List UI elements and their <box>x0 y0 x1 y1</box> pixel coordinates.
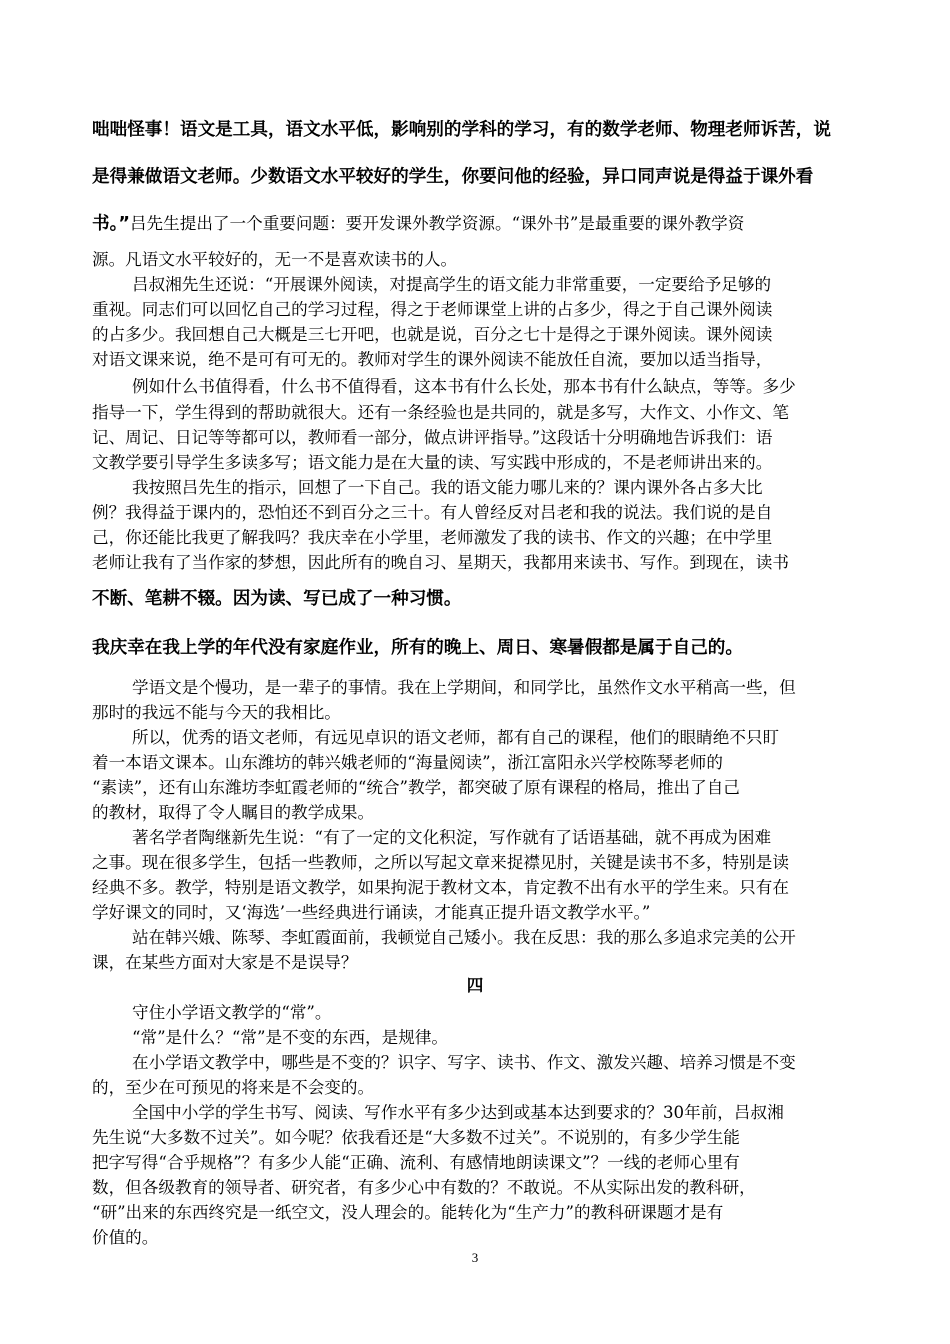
text-line: 重视。同志们可以回忆自己的学习过程，得之于老师课堂上讲的占多少，得之于自己课外阅读 <box>92 300 773 319</box>
text-line: 源。凡语文水平较好的，无一不是喜欢读书的人。 <box>92 250 458 269</box>
text-line: 我庆幸在我上学的年代没有家庭作业，所有的晚上、周日、寒暑假都是属于自己的。 <box>92 638 743 658</box>
text-line: 学语文是个慢功，是一辈子的事情。我在上学期间，和同学比，虽然作文水平稍高一些，但 <box>132 678 796 697</box>
text-line: 站在韩兴娥、陈琴、李虹霞面前，我顿觉自己矮小。我在反思：我的那么多追求完美的公开 <box>132 928 796 947</box>
text-line: 指导一下，学生得到的帮助就很大。还有一条经验也是共同的，就是多写，大作文、小作文、笔 <box>92 403 789 422</box>
text-line: 守住小学语文教学的“常”。 <box>132 1003 332 1022</box>
text-line: 我按照吕先生的指示，回想了一下自己。我的语文能力哪儿来的？课内课外各占多大比 <box>132 478 763 497</box>
text-line: 着一本语文课本。山东潍坊的韩兴娥老师的“海量阅读”，浙江富阳永兴学校陈琴老师的 <box>92 753 723 772</box>
text-line-bold-part: 书。” <box>92 214 130 234</box>
text-line: 经典不多。教学，特别是语文教学，如果拘泥于教材文本，肯定教不出有水平的学生来。只有在 <box>92 878 789 897</box>
text-line: 己，你还能比我更了解我吗？我庆幸在小学里，老师激发了我的读书、作文的兴趣；在中学里 <box>92 528 773 547</box>
text-line: 咄咄怪事！语文是工具，语文水平低，影响别的学科的学习，有的数学老师、物理老师诉苦，说 <box>92 120 831 140</box>
text-line: 那时的我远不能与今天的我相比。 <box>92 703 341 722</box>
text-line: 是得兼做语文老师。少数语文水平较好的学生，你要问他的经验，异口同声说是得益于课外看 <box>92 167 814 187</box>
text-line: 老师让我有了当作家的梦想，因此所有的晚自习、星期天，我都用来读书、写作。到现在，读书 <box>92 553 789 572</box>
text-line: 先生说“大多数不过关”。如今呢？依我看还是“大多数不过关”。不说别的，有多少学生能 <box>92 1128 740 1147</box>
text-line: 例？我得益于课内的，恐怕还不到百分之三十。有人曾经反对吕老和我的说法。我们说的是自 <box>92 503 773 522</box>
text-line: “研”出来的东西终究是一纸空文，没人理会的。能转化为“生产力”的教科研课题才是有 <box>92 1203 724 1222</box>
text-line <box>92 210 858 235</box>
text-line: 在小学语文教学中，哪些是不变的？识字、写字、读书、作文、激发兴趣、培养习惯是不变 <box>132 1053 796 1072</box>
text-line: 价值的。 <box>92 1228 159 1247</box>
page-number: 3 <box>471 1250 479 1265</box>
text-line: 把字写得“合乎规格”？有多少人能“正确、流利、有感情地朗读课文”？一线的老师心里有 <box>92 1153 740 1172</box>
text-line: “素读”，还有山东潍坊李虹霞老师的“统合”教学，都突破了原有课程的格局，推出了自己 <box>92 778 740 797</box>
text-line: “常”是什么？“常”是不变的东西，是规律。 <box>132 1028 449 1047</box>
text-line: 学好课文的同时，又‘海选’一些经典进行诵读，才能真正提升语文教学水平。” <box>92 903 651 922</box>
text-line: 所以，优秀的语文老师，有远见卓识的语文老师，都有自己的课程，他们的眼睛绝不只盯 <box>132 728 780 747</box>
section-heading: 四 <box>466 975 484 995</box>
text-line: 记、周记、日记等等都可以，教师看一部分，做点讲评指导。”这段话十分明确地告诉我们：语 <box>92 428 773 447</box>
text-line: 的占多少。我回想自己大概是三七开吧，也就是说，百分之七十是得之于课外阅读。课外阅读 <box>92 325 773 344</box>
text-line: 吕叔湘先生还说：“开展课外阅读，对提高学生的语文能力非常重要，一定要给予足够的 <box>132 275 772 294</box>
text-line-rest: 吕先生提出了一个重要问题：要开发课外教学资源。“课外书”是最重要的课外教学资 <box>129 214 745 233</box>
text-line: 不断、笔耕不辍。因为读、写已成了一种习惯。 <box>92 589 462 609</box>
text-line: 之事。现在很多学生，包括一些教师，之所以写起文章来捉襟见肘，关键是读书不多，特别是读 <box>92 853 789 872</box>
text-line: 文教学要引导学生多读多写；语文能力是在大量的读、写实践中形成的，不是老师讲出来的。 <box>92 453 773 472</box>
text-line: 的，至少在可预见的将来是不会变的。 <box>92 1078 375 1097</box>
text-line: 数，但各级教育的领导者、研究者，有多少心中有数的？不敢说。不从实际出发的教科研， <box>92 1178 756 1197</box>
text-line: 著名学者陶继新先生说：“有了一定的文化积淀，写作就有了话语基础，就不再成为困难 <box>132 828 772 847</box>
text-line: 的教材，取得了令人瞩目的教学成果。 <box>92 803 375 822</box>
text-line: 全国中小学的学生书写、阅读、写作水平有多少达到或基本达到要求的？30年前，吕叔湘 <box>132 1103 784 1122</box>
text-line: 例如什么书值得看，什么书不值得看，这本书有什么长处，那本书有什么缺点，等等。多少 <box>132 377 796 396</box>
text-line: 对语文课来说，绝不是可有可无的。教师对学生的课外阅读不能放任自流，要加以适当指导， <box>92 350 773 369</box>
text-line: 课，在某些方面对大家是不是误导？ <box>92 953 358 972</box>
